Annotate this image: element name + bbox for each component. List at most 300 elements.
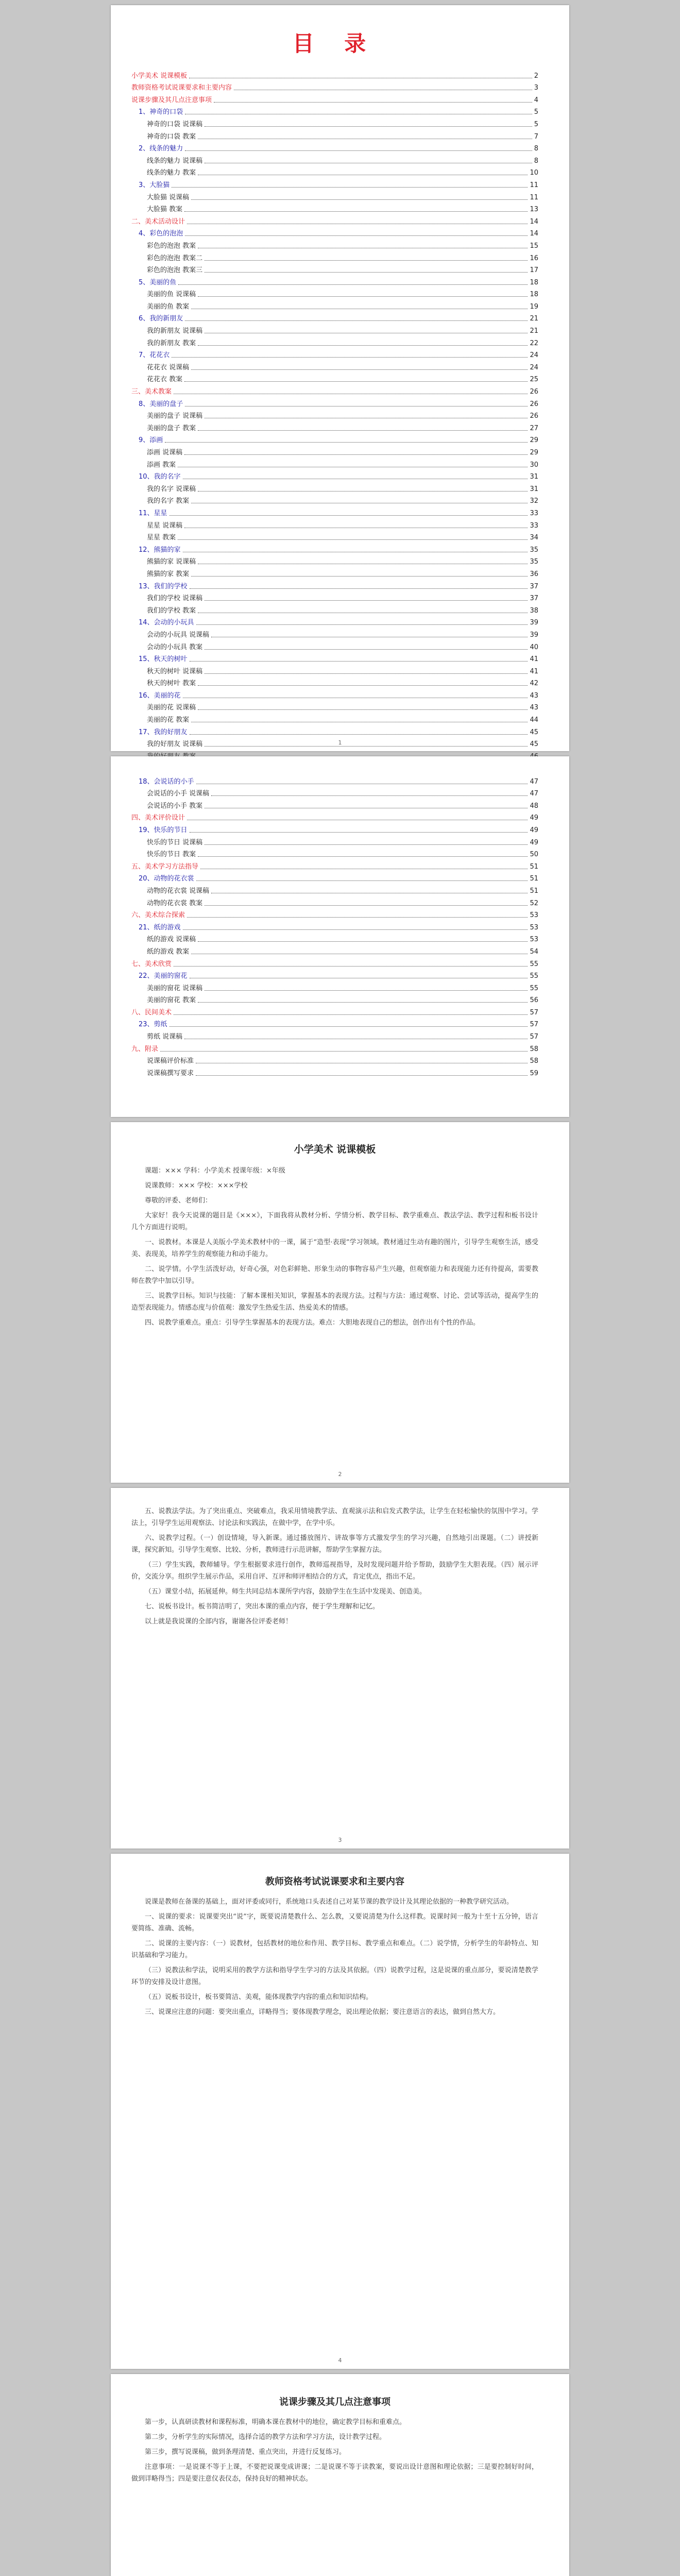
toc-entry[interactable] — [131, 712, 538, 724]
toc-entry[interactable] — [131, 530, 538, 543]
toc-entry-page: 35 — [530, 558, 538, 566]
toc-entry-page: 14 — [530, 217, 538, 226]
toc-entry-page: 3 — [534, 84, 538, 92]
paragraph: 三、说课应注意的问题：要突出重点，详略得当；要体现教学理念，说出理论依据；要注意语言的表达，做到自然大方。 — [145, 2008, 500, 2016]
toc-entry-title: 我的名字 教案 — [147, 497, 190, 505]
toc-entry-page: 54 — [530, 947, 538, 956]
meta-line: 课题：××× 学科：小学美术 授课年级：×年级 — [145, 1167, 285, 1175]
toc-entry[interactable] — [131, 993, 538, 1005]
page-number: 1 — [338, 739, 342, 746]
paragraph: 七、说板书设计。板书简洁明了，突出本课的重点内容，便于学生理解和记忆。 — [145, 1603, 380, 1611]
toc-entry-title: 纸的游戏 说课稿 — [147, 936, 196, 944]
toc-entry-page: 19 — [530, 302, 538, 311]
toc-entry-title: 小学美术 说课模板 — [131, 72, 188, 80]
toc-entry-title: 会说话的小手 说课稿 — [147, 790, 210, 798]
paragraph: （三）说教法和学法，说明采用的教学方法和指导学生学习的方法及其依据。（四）说教学过程，这是说课的重点部分，要说清楚教学环节的安排及设计意图。 — [131, 1967, 538, 1986]
toc-entry-title: 7、花花衣 — [139, 351, 170, 360]
toc-entry-title: 19、快乐的节日 — [139, 826, 188, 834]
toc-entry-title: 说课稿撰写要求 — [147, 1069, 194, 1077]
toc-leader-dots — [183, 929, 528, 930]
toc-entry-page: 43 — [530, 704, 538, 712]
toc-entry[interactable] — [131, 969, 538, 981]
toc-entry[interactable] — [131, 847, 538, 859]
toc-entry-page: 38 — [530, 606, 538, 615]
toc-leader-dots — [191, 576, 528, 577]
toc-entry-title: 5、美丽的鱼 — [139, 278, 177, 286]
toc-entry-page: 33 — [530, 521, 538, 530]
toc-entry-title: 美丽的鱼 教案 — [147, 302, 190, 311]
toc-entry-title: 熊猫的家 说课稿 — [147, 558, 196, 566]
toc-leader-dots — [198, 491, 528, 492]
toc-entry-page: 50 — [530, 851, 538, 859]
toc-entry-title: 会说话的小手 教案 — [147, 802, 203, 810]
toc-entry[interactable] — [131, 518, 538, 530]
toc-entry-title: 2、线条的魅力 — [139, 145, 183, 153]
toc-entry-title: 教师资格考试说课要求和主要内容 — [131, 84, 232, 92]
toc-entry-page: 55 — [530, 984, 538, 992]
toc-entry-page: 26 — [530, 400, 538, 408]
toc-entry[interactable] — [131, 1041, 538, 1054]
toc-entry-page: 18 — [530, 291, 538, 299]
doc-title: 小学美术 说课模板 — [294, 1144, 376, 1155]
toc-entry[interactable] — [131, 591, 538, 603]
toc-entry-page: 47 — [530, 790, 538, 798]
toc-entry-title: 九、附录 — [131, 1045, 159, 1053]
toc-leader-dots — [205, 905, 528, 906]
toc-entry-page: 39 — [530, 631, 538, 639]
toc-entry-title: 美丽的窗花 说课稿 — [147, 984, 203, 992]
toc-entry[interactable] — [131, 238, 538, 250]
toc-entry-title: 说课步骤及其几点注意事项 — [131, 96, 212, 104]
toc-leader-dots — [184, 381, 528, 382]
toc-entry[interactable] — [131, 956, 538, 969]
toc-leader-dots — [198, 345, 528, 346]
toc-entry[interactable] — [131, 774, 538, 786]
toc-entry[interactable] — [131, 871, 538, 884]
toc-leader-dots — [205, 844, 528, 845]
paragraph: 五、说教法学法。为了突出重点、突破难点，我采用情境教学法、直观演示法和启发式教学法，让学生在轻松愉快的氛围中学习。学法上，引导学生运用观察法、讨论法和实践法，在做中学，在学中乐。 — [131, 1507, 538, 1527]
toc-entry-title: 快乐的节日 教案 — [147, 851, 196, 859]
page-number: 2 — [338, 1471, 342, 1478]
greeting: 尊敬的评委、老师们： — [145, 1197, 212, 1205]
toc-entry[interactable] — [131, 810, 538, 823]
toc-entry-title: 二、美术活动设计 — [131, 217, 185, 226]
toc-page-1 — [111, 5, 569, 751]
paragraph: 第三步，撰写说课稿，做到条理清楚、重点突出，并进行反复练习。 — [145, 2448, 346, 2456]
toc-entry[interactable] — [131, 932, 538, 944]
toc-entry-title: 16、美丽的花 — [139, 691, 181, 700]
toc-entry-page: 41 — [530, 667, 538, 675]
template-page — [111, 1122, 569, 1483]
toc-entry-title: 大脸猫 教案 — [147, 206, 183, 214]
toc-entry-title: 彩色的泡泡 教案二 — [147, 254, 203, 262]
toc-entry-page: 48 — [530, 802, 538, 810]
toc-entry[interactable] — [131, 664, 538, 676]
toc-entry[interactable] — [131, 652, 538, 664]
toc-entry[interactable] — [131, 420, 538, 433]
toc-entry[interactable] — [131, 700, 538, 713]
paragraph: 二、说学情。小学生活泼好动，好奇心强，对色彩鲜艳、形象生动的事物容易产生兴趣，但观察能力和表现能力还有待提高，需要教师在教学中加以引导。 — [131, 1265, 538, 1285]
toc-entry-page: 51 — [530, 862, 538, 871]
toc-entry-page: 8 — [534, 145, 538, 153]
toc-entry[interactable] — [131, 299, 538, 311]
toc-entry-page: 15 — [530, 242, 538, 250]
toc-entry[interactable] — [131, 68, 538, 80]
toc-entry-title: 花花衣 说课稿 — [147, 363, 190, 371]
toc-entry[interactable] — [131, 409, 538, 421]
toc-leader-dots — [214, 102, 532, 103]
toc-entry-title: 彩色的泡泡 教案三 — [147, 266, 203, 275]
toc-entry-title: 剪纸 说课稿 — [147, 1033, 183, 1041]
toc-entry-page: 49 — [530, 814, 538, 822]
toc-entry[interactable] — [131, 579, 538, 591]
toc-entry-page: 43 — [530, 691, 538, 700]
toc-entry-title: 星星 说课稿 — [147, 521, 183, 530]
toc-entry[interactable] — [131, 1017, 538, 1029]
toc-entry[interactable] — [131, 1029, 538, 1041]
toc-leader-dots — [160, 1051, 528, 1052]
toc-entry-title: 21、纸的游戏 — [139, 923, 181, 931]
paragraph: 以上就是我说课的全部内容，谢谢各位评委老师！ — [145, 1618, 293, 1625]
toc-leader-dots — [191, 199, 528, 200]
toc-entry[interactable] — [131, 214, 538, 226]
toc-entry[interactable] — [131, 457, 538, 469]
toc-entry-title: 15、秋天的树叶 — [139, 655, 188, 664]
toc-entry-title: 八、民间美术 — [131, 1008, 172, 1016]
toc-entry-title: 动物的花衣裳 说课稿 — [147, 887, 210, 895]
section-title: 教师资格考试说课要求和主要内容 — [265, 1876, 404, 1887]
toc-entry-title: 我的名字 说课稿 — [147, 485, 196, 493]
toc-entry[interactable] — [131, 724, 538, 737]
toc-entry-title: 神奇的口袋 教案 — [147, 132, 196, 141]
toc-leader-dots — [184, 211, 528, 212]
toc-entry-title: 添画 教案 — [147, 461, 176, 469]
toc-entry[interactable] — [131, 384, 538, 396]
toc-entry-page: 29 — [530, 449, 538, 456]
toc-entry-page: 47 — [530, 777, 538, 786]
toc-entry-page: 33 — [530, 509, 538, 517]
toc-entry-title: 动物的花衣裳 教案 — [147, 899, 203, 907]
toc-entry[interactable] — [131, 822, 538, 835]
toc-list-2 — [131, 774, 538, 1078]
toc-entry-page: 24 — [530, 351, 538, 360]
toc-entry[interactable] — [131, 275, 538, 287]
toc-entry-title: 神奇的口袋 说课稿 — [147, 120, 203, 128]
toc-entry[interactable] — [131, 554, 538, 567]
toc-entry-title: 快乐的节日 说课稿 — [147, 838, 203, 846]
toc-leader-dots — [198, 1002, 528, 1003]
paragraph: 二、说课的主要内容：（一）说教材，包括教材的地位和作用、教学目标、教学重点和难点。（二）说学情，分析学生的年龄特点、知识基础和学习能力。 — [131, 1940, 538, 1959]
toc-entry-title: 六、美术综合探索 — [131, 911, 185, 920]
toc-entry[interactable] — [131, 895, 538, 908]
toc-entry[interactable] — [131, 105, 538, 117]
toc-entry-page: 27 — [530, 424, 538, 432]
toc-entry[interactable] — [131, 944, 538, 956]
steps-page — [111, 2374, 569, 2576]
toc-entry[interactable] — [131, 883, 538, 895]
toc-entry-page: 34 — [530, 534, 538, 542]
toc-entry-page: 2 — [534, 72, 538, 80]
toc-entry-page: 11 — [530, 193, 538, 201]
toc-entry-page: 56 — [530, 996, 538, 1005]
toc-entry[interactable] — [131, 80, 538, 93]
toc-entry-title: 七、美术欣赏 — [131, 960, 172, 968]
toc-entry-title: 20、动物的花衣裳 — [139, 875, 194, 883]
toc-leader-dots — [198, 856, 528, 857]
toc-entry[interactable] — [131, 335, 538, 348]
toc-leader-dots — [172, 357, 528, 358]
toc-entry-title: 会动的小玩具 说课稿 — [147, 631, 210, 639]
toc-entry[interactable] — [131, 627, 538, 639]
toc-leader-dots — [178, 539, 528, 540]
toc-entry[interactable] — [131, 287, 538, 299]
toc-entry[interactable] — [131, 263, 538, 275]
toc-leader-dots — [191, 369, 528, 370]
toc-leader-dots — [165, 442, 528, 443]
paragraph: 六、说教学过程。（一）创设情境，导入新课。通过播放图片、讲故事等方式激发学生的学习兴趣，自然地引出课题。（二）讲授新课，探究新知。引导学生观察、比较、分析，教师进行示范讲解，帮助学生掌握方法。 — [131, 1534, 538, 1554]
toc-entry[interactable] — [131, 116, 538, 129]
toc-leader-dots — [198, 685, 528, 686]
toc-entry-page: 59 — [530, 1069, 538, 1077]
toc-entry-title: 五、美术学习方法指导 — [131, 862, 199, 871]
paragraph: 一、说课的要求：说课要突出“说”字，既要说清楚教什么、怎么教，又要说清楚为什么这样教。说课时间一般为十至十五分钟，语言要简练、准确、流畅。 — [131, 1913, 538, 1933]
toc-entry-page: 25 — [530, 376, 538, 384]
toc-entry-title: 8、美丽的盘子 — [139, 400, 183, 408]
section-title: 说课步骤及其几点注意事项 — [279, 2397, 390, 2408]
toc-entry-page: 21 — [530, 327, 538, 335]
toc-entry-title: 11、星星 — [139, 509, 167, 517]
toc-entry[interactable] — [131, 639, 538, 652]
toc-entry-page: 52 — [530, 899, 538, 907]
toc-leader-dots — [174, 1014, 528, 1015]
toc-entry-title: 美丽的鱼 说课稿 — [147, 291, 196, 299]
toc-entry-page: 55 — [530, 960, 538, 968]
toc-leader-dots — [196, 1075, 528, 1076]
toc-entry[interactable] — [131, 153, 538, 165]
page-number: 4 — [338, 2357, 342, 2364]
toc-leader-dots — [205, 272, 528, 273]
toc-leader-dots — [190, 661, 528, 662]
toc-leader-dots — [198, 941, 528, 942]
toc-entry[interactable] — [131, 1065, 538, 1078]
toc-entry[interactable] — [131, 615, 538, 628]
toc-leader-dots — [205, 260, 528, 261]
toc-leader-dots — [205, 126, 532, 127]
toc-leader-dots — [196, 880, 528, 881]
toc-entry[interactable] — [131, 1005, 538, 1017]
toc-entry-page: 49 — [530, 826, 538, 834]
toc-entry-page: 16 — [530, 254, 538, 262]
toc-entry-title: 12、熊猫的家 — [139, 546, 181, 554]
toc-leader-dots — [169, 515, 528, 516]
toc-page-2 — [111, 756, 569, 1117]
toc-entry-title: 会动的小玩具 教案 — [147, 643, 203, 651]
toc-entry-page: 8 — [534, 157, 538, 165]
toc-entry[interactable] — [131, 129, 538, 141]
toc-entry[interactable] — [131, 190, 538, 202]
toc-entry-title: 添画 说课稿 — [147, 449, 183, 456]
toc-entry-page: 11 — [530, 181, 538, 189]
toc-leader-dots — [205, 649, 528, 650]
toc-entry-page: 57 — [530, 1021, 538, 1029]
toc-entry[interactable] — [131, 798, 538, 810]
toc-entry-page: 49 — [530, 838, 538, 846]
toc-entry-page: 26 — [530, 412, 538, 420]
toc-entry[interactable] — [131, 603, 538, 615]
toc-entry[interactable] — [131, 323, 538, 335]
toc-entry[interactable] — [131, 859, 538, 871]
toc-entry[interactable] — [131, 250, 538, 263]
paragraph: 一、说教材。本课是人美版小学美术教材中的一课，属于“造型·表现”学习领域。教材通过生动有趣的图片，引导学生观察生活，感受美、表现美，培养学生的观察能力和动手能力。 — [131, 1239, 538, 1258]
toc-leader-dots — [172, 187, 528, 188]
toc-entry[interactable] — [131, 676, 538, 688]
toc-entry-page: 31 — [530, 473, 538, 481]
toc-entry[interactable] — [131, 688, 538, 700]
toc-entry-title: 秋天的树叶 教案 — [147, 680, 196, 688]
toc-entry-title: 我的新朋友 说课稿 — [147, 327, 203, 335]
paragraph: （五）说板书设计，板书要简洁、美观，能体现教学内容的重点和知识结构。 — [145, 1993, 373, 2001]
toc-leader-dots — [190, 832, 528, 833]
toc-leader-dots — [190, 734, 528, 735]
toc-entry-page: 53 — [530, 911, 538, 920]
toc-entry-page: 45 — [530, 728, 538, 736]
toc-entry-title: 9、添画 — [139, 436, 163, 445]
toc-entry-title: 秋天的树叶 说课稿 — [147, 667, 203, 675]
toc-entry[interactable] — [131, 348, 538, 360]
toc-entry-page: 57 — [530, 1033, 538, 1041]
toc-entry-title: 1、神奇的口袋 — [139, 108, 183, 116]
toc-entry-page: 37 — [530, 595, 538, 603]
toc-entry-title: 10、我的名字 — [139, 473, 181, 481]
toc-entry-page: 21 — [530, 315, 538, 323]
toc-entry-page: 58 — [530, 1045, 538, 1053]
toc-entry-title: 美丽的盘子 说课稿 — [147, 412, 203, 420]
toc-entry-title: 熊猫的家 教案 — [147, 570, 190, 578]
toc-leader-dots — [205, 746, 528, 747]
toc-entry-title: 13、我们的学校 — [139, 582, 188, 590]
toc-entry-page: 32 — [530, 497, 538, 505]
toc-entry-title: 4、彩色的泡泡 — [139, 230, 183, 238]
toc-leader-dots — [205, 600, 528, 601]
toc-entry[interactable] — [131, 566, 538, 579]
page-number: 3 — [338, 1837, 342, 1843]
toc-entry-title: 我的新朋友 教案 — [147, 339, 196, 347]
toc-entry-title: 17、我的好朋友 — [139, 728, 188, 736]
toc-entry[interactable] — [131, 980, 538, 993]
toc-entry[interactable] — [131, 372, 538, 384]
toc-entry-title: 美丽的窗花 教案 — [147, 996, 196, 1005]
toc-entry[interactable] — [131, 469, 538, 482]
toc-entry-title: 我们的学校 教案 — [147, 606, 196, 615]
toc-entry[interactable] — [131, 360, 538, 372]
toc-entry-page: 5 — [534, 108, 538, 116]
toc-entry-page: 18 — [530, 278, 538, 286]
toc-entry-title: 3、大脸猫 — [139, 181, 170, 189]
toc-entry-page: 4 — [534, 96, 538, 104]
paragraph: 第二步，分析学生的实际情况，选择合适的教学方法和学习方法，设计教学过程。 — [145, 2433, 386, 2441]
toc-entry[interactable] — [131, 311, 538, 324]
toc-entry-title: 大脸猫 说课稿 — [147, 193, 190, 201]
toc-entry-page: 53 — [530, 923, 538, 931]
toc-entry[interactable] — [131, 202, 538, 214]
toc-entry[interactable] — [131, 141, 538, 154]
toc-entry-title: 18、会说话的小手 — [139, 777, 194, 786]
toc-entry-page: 7 — [534, 132, 538, 141]
toc-entry-page: 31 — [530, 485, 538, 493]
toc-entry-page: 37 — [530, 582, 538, 590]
toc-entry-title: 花花衣 教案 — [147, 376, 183, 384]
toc-entry[interactable] — [131, 786, 538, 799]
toc-leader-dots — [169, 1026, 528, 1027]
toc-title: 目 录 — [292, 31, 378, 56]
toc-leader-dots — [205, 673, 528, 674]
toc-entry[interactable] — [131, 835, 538, 847]
toc-entry-page: 58 — [530, 1057, 538, 1065]
toc-entry-title: 线条的魅力 教案 — [147, 169, 196, 177]
requirements-page — [111, 1854, 569, 2369]
toc-entry-title: 线条的魅力 说课稿 — [147, 157, 203, 165]
toc-entry[interactable] — [131, 481, 538, 494]
toc-entry[interactable] — [131, 908, 538, 920]
toc-entry[interactable] — [131, 494, 538, 506]
toc-entry[interactable] — [131, 542, 538, 554]
toc-entry-title: 美丽的花 教案 — [147, 716, 190, 724]
toc-entry-title: 星星 教案 — [147, 534, 176, 542]
paragraph: （五）课堂小结，拓展延伸。师生共同总结本课所学内容，鼓励学生在生活中发现美、创造美。 — [145, 1588, 427, 1596]
toc-entry-title: 我们的学校 说课稿 — [147, 595, 203, 603]
toc-entry[interactable] — [131, 1054, 538, 1066]
toc-leader-dots — [198, 430, 528, 431]
paragraph: 四、说教学重难点。重点：引导学生掌握基本的表现方法。难点：大胆地表现自己的想法，创作出有个性的作品。 — [145, 1319, 480, 1327]
toc-entry-page: 14 — [530, 230, 538, 238]
toc-entry-page: 42 — [530, 680, 538, 688]
toc-entry-title: 美丽的盘子 教案 — [147, 424, 196, 432]
toc-entry[interactable] — [131, 177, 538, 190]
toc-entry-title: 22、美丽的窗花 — [139, 972, 188, 980]
toc-entry[interactable] — [131, 445, 538, 457]
toc-entry-page: 30 — [530, 461, 538, 469]
toc-entry[interactable] — [131, 505, 538, 518]
toc-entry[interactable] — [131, 396, 538, 409]
toc-entry[interactable] — [131, 433, 538, 445]
toc-entry-page: 55 — [530, 972, 538, 980]
toc-entry-title: 说课稿评价标准 — [147, 1057, 194, 1065]
toc-list-1 — [131, 68, 538, 761]
process-page — [111, 1488, 569, 1849]
toc-entry[interactable] — [131, 92, 538, 105]
toc-entry-page: 35 — [530, 546, 538, 554]
toc-entry-title: 14、会动的小玩具 — [139, 619, 194, 627]
toc-entry-page: 36 — [530, 570, 538, 578]
toc-entry-page: 13 — [530, 206, 538, 214]
paragraph: （三）学生实践，教师辅导。学生根据要求进行创作，教师巡视指导，及时发现问题并给予帮助，鼓励学生大胆表现。（四）展示评价，交流分享。组织学生展示作品，采用自评、互评和师评相结合的方式，肯定优点，指出不足。 — [131, 1561, 538, 1581]
toc-entry-page: 39 — [530, 619, 538, 627]
toc-entry[interactable] — [131, 165, 538, 178]
toc-entry-page: 26 — [530, 388, 538, 396]
paragraph: 三、说教学目标。知识与技能：了解本课相关知识，掌握基本的表现方法。过程与方法：通过观察、讨论、尝试等活动，提高学生的造型表现能力。情感态度与价值观：激发学生热爱生活、热爱美术的情感。 — [131, 1292, 538, 1312]
toc-entry[interactable] — [131, 920, 538, 932]
toc-leader-dots — [185, 320, 528, 321]
toc-entry[interactable] — [131, 226, 538, 239]
toc-entry-page: 22 — [530, 339, 538, 347]
paragraph: 第一步，认真研读教材和课程标准，明确本课在教材中的地位，确定教学目标和重难点。 — [145, 2418, 406, 2426]
toc-leader-dots — [185, 235, 528, 236]
toc-leader-dots — [211, 795, 528, 796]
toc-entry-page: 44 — [530, 716, 538, 724]
toc-entry-title: 纸的游戏 教案 — [147, 947, 190, 956]
toc-entry-title: 四、美术评价设计 — [131, 814, 185, 822]
toc-entry-page: 17 — [530, 266, 538, 275]
